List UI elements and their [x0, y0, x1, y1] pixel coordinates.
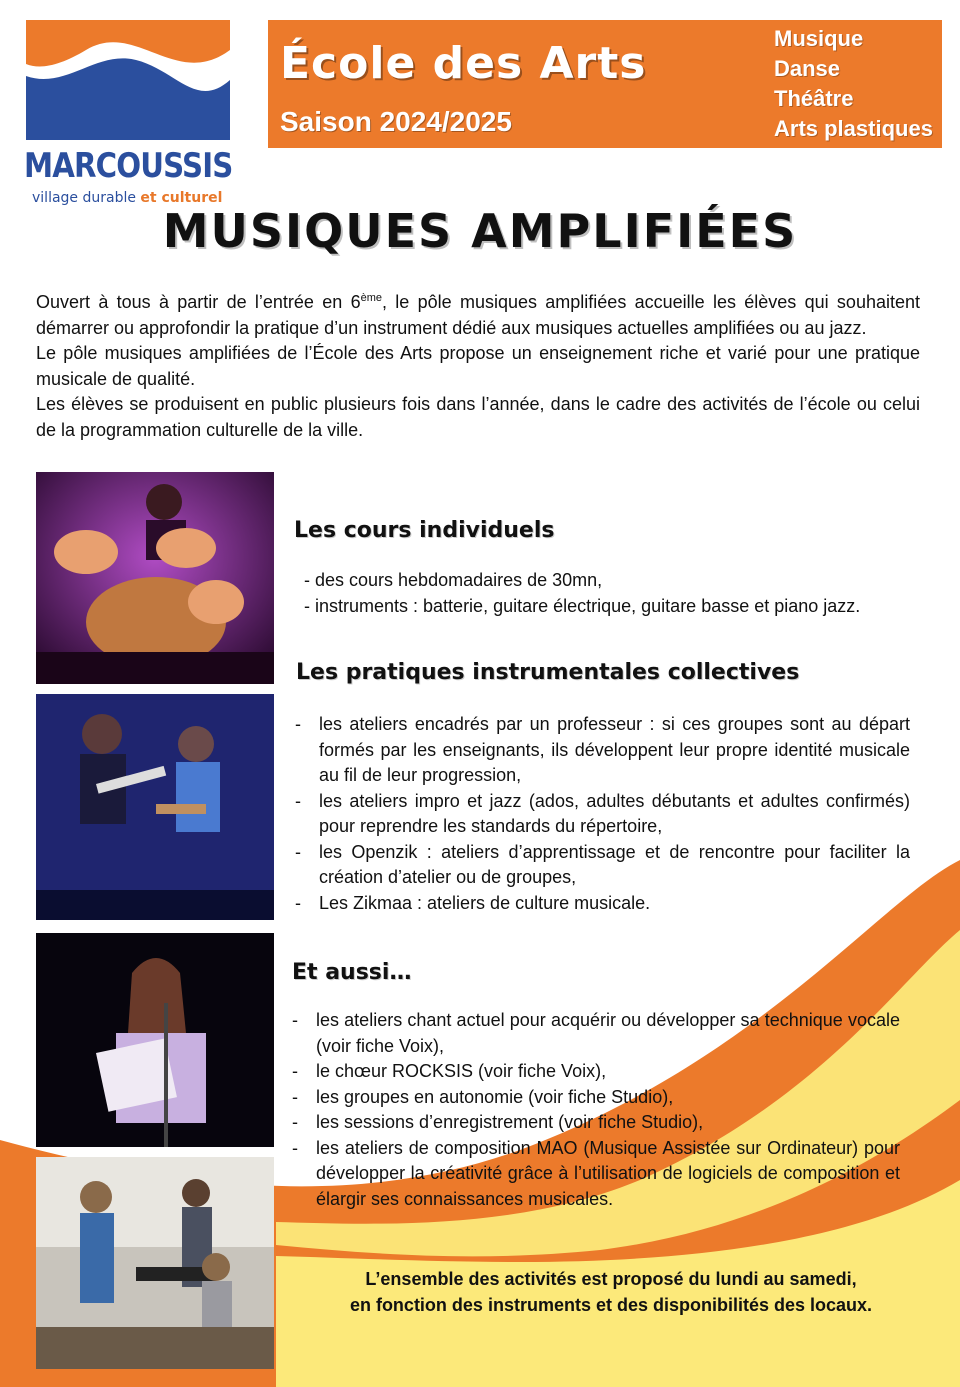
logo-tagline-main: village durable — [32, 190, 136, 206]
heading-also: Et aussi… — [292, 960, 412, 985]
list-item: - les Openzik : ateliers d’apprentissage et de rencontre pour faciliter la création d’atelier ou de groupes, — [295, 840, 910, 891]
page-title: MUSIQUES AMPLIFIÉES — [162, 204, 798, 258]
intro-text — [36, 286, 920, 443]
intro-p1-end: , le pôle musiques amplifiées accueille les élèves qui souhaitent démarrer ou approfondir la pratique d’un instrument dédié aux musiques actuelles amplifiées ou au jazz. — [36, 292, 921, 338]
list-item: - les ateliers de composition MAO (Musique Assistée sur Ordinateur) pour développer la créativité grâce à l’utilisation de logiciels de composition et élargir ses connaissances musicales. — [292, 1136, 900, 1213]
list-item: - le chœur ROCKSIS (voir fiche Voix), — [292, 1059, 900, 1085]
list-item: - les ateliers encadrés par un professeur : si ces groupes sont au départ formés par les enseignants, ils développent leur propre identité musicale au fil de leur progression, — [295, 712, 910, 789]
closing-line-1: L’ensemble des activités est proposé du lundi au samedi, — [365, 1269, 857, 1289]
logo-name: MARCOUSSIS — [24, 146, 233, 186]
intro-paragraph-1 — [36, 286, 920, 341]
intro-paragraph-2: Le pôle musiques amplifiées de l’École des Arts propose un enseignement riche et varié pour une pratique musicale de qualité. — [36, 343, 920, 389]
discipline-item: Théâtre — [774, 86, 854, 111]
discipline-item: Danse — [774, 56, 841, 81]
logo-waves-mark — [26, 20, 230, 140]
photo-singer — [36, 933, 274, 1147]
intro-p1-sup: ème — [360, 292, 382, 304]
photo-guitarists — [36, 694, 274, 920]
intro-p1-start: Ouvert à tous à partir de l’entrée en 6 — [36, 292, 361, 312]
closing-note — [276, 1266, 946, 1318]
photo-studio — [36, 1157, 274, 1369]
marcoussis-logo — [24, 20, 234, 206]
heading-collective-practice: Les pratiques instrumentales collectives — [296, 660, 800, 685]
intro-paragraph-3: Les élèves se produisent en public plusieurs fois dans l’année, dans le cadre des activités de l’école ou celui de la programmation culturelle de la ville. — [36, 394, 920, 440]
banner-title: École des Arts — [280, 38, 647, 89]
header-banner — [268, 20, 942, 148]
also-list — [292, 1008, 900, 1212]
list-item: - Les Zikmaa : ateliers de culture musicale. — [295, 891, 910, 917]
logo-tagline-accent: et culturel — [140, 190, 223, 206]
discipline-item: Musique — [774, 26, 864, 51]
discipline-item: Arts plastiques — [774, 116, 933, 141]
collective-practice-list — [295, 712, 910, 916]
photo-drummer — [36, 472, 274, 684]
list-item: - des cours hebdomadaires de 30mn, — [304, 570, 603, 590]
list-item: - les groupes en autonomie (voir fiche Studio), — [292, 1085, 900, 1111]
heading-individual-lessons: Les cours individuels — [294, 518, 555, 543]
list-item: - instruments : batterie, guitare électrique, guitare basse et piano jazz. — [304, 595, 861, 616]
closing-line-2: en fonction des instruments et des disponibilités des locaux. — [349, 1295, 873, 1315]
list-item: - les sessions d’enregistrement (voir fiche Studio), — [292, 1110, 900, 1136]
individual-lessons-list — [304, 568, 924, 619]
list-item: - les ateliers impro et jazz (ados, adultes débutants et adultes confirmés) pour reprendre les standards du répertoire, — [295, 789, 910, 840]
discipline-list — [774, 24, 933, 144]
list-item: - les ateliers chant actuel pour acquérir ou développer sa technique vocale (voir fiche Voix), — [292, 1008, 900, 1059]
banner-season: Saison 2024/2025 — [280, 106, 512, 137]
